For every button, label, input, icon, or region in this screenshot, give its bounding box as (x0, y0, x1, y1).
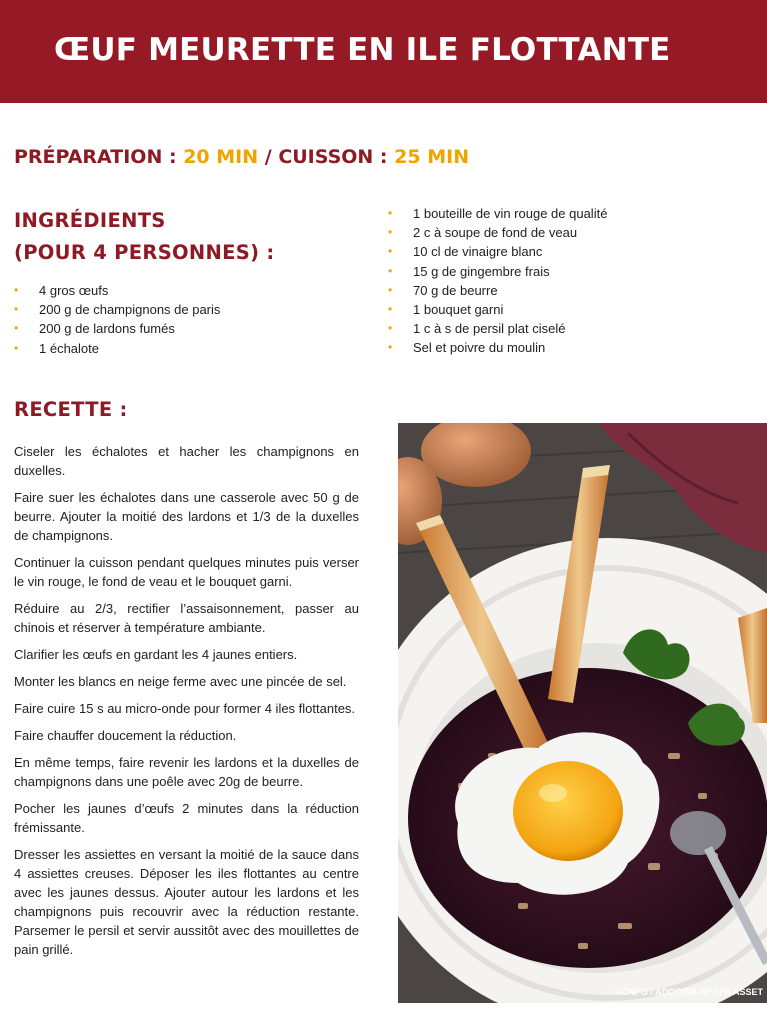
recipe-heading: RECETTE : (14, 398, 128, 421)
bullet-icon: • (388, 263, 393, 278)
timing-separator: / (258, 146, 279, 168)
recipe-step: Faire chauffer doucement la réduction. (14, 728, 237, 743)
ingredients-heading (14, 205, 275, 269)
bullet-icon: • (14, 340, 19, 355)
recipe-step: Pocher les jaunes d’œufs 2 minutes dans la réduction frémissante. (14, 801, 359, 835)
ingredient-item: • 2 c à soupe de fond de veau (388, 223, 607, 242)
prep-value: 20 MIN (183, 146, 259, 168)
recipe-step: Faire cuire 15 s au micro-onde pour former 4 iles flottantes. (14, 701, 356, 716)
ingredient-item: • 70 g de beurre (388, 281, 607, 300)
bullet-icon: • (388, 206, 393, 220)
ingredient-item: • 1 bouquet garni (388, 300, 607, 319)
ingredient-item: • 10 cl de vinaigre blanc (388, 242, 607, 261)
page-title: ŒUF MEURETTE EN ILE FLOTTANTE (54, 32, 671, 68)
ingredient-list-left (14, 281, 220, 358)
ingredient-item: • 1 échalote (14, 339, 220, 358)
bullet-icon: • (388, 244, 393, 259)
dish-photo (398, 423, 767, 1003)
recipe-step: Clarifier les œufs en gardant les 4 jaunes entiers. (14, 647, 298, 662)
dish-illustration (398, 423, 767, 1003)
ingredient-item: • 200 g de champignons de paris (14, 300, 220, 319)
ingredient-item: • 4 gros œufs (14, 281, 220, 300)
recipe-step: Faire suer les échalotes dans une casserole avec 50 g de beurre. Ajouter la moitié des lardons et 1/3 de la duxelles de champignons. (14, 490, 359, 543)
bullet-icon: • (388, 340, 393, 355)
ingredient-item: • 1 c à s de persil plat ciselé (388, 319, 607, 338)
bullet-icon: • (388, 282, 393, 297)
bullet-icon: • (14, 302, 19, 317)
bullet-icon: • (388, 302, 393, 317)
prep-label: PRÉPARATION : (14, 146, 184, 168)
recipe-step: Dresser les assiettes en versant la moitié de la sauce dans 4 assiettes creuses. Déposer les iles flottantes au centre avec les jaunes dessus. Ajouter autour les lardons et les champignons puis recouvrir avec la réduction restante. Parsemer le persil et servir aussitôt avec des mouillettes de pain grillé. (14, 847, 359, 957)
cook-value: 25 MIN (394, 146, 470, 168)
ingredient-item: • Sel et poivre du moulin (388, 338, 607, 357)
recipe-step: Réduire au 2/3, rectifier l’assaisonnement, passer au chinois et réserver à température ambiante. (14, 601, 359, 635)
recipe-step: Monter les blancs en neige ferme avec une pincée de sel. (14, 674, 347, 689)
ingredient-item: • 200 g de lardons fumés (14, 319, 220, 338)
ingredient-item: • 1 bouteille de vin rouge de qualité (388, 204, 607, 223)
recipe-step: Continuer la cuisson pendant quelques minutes puis verser le vin rouge, le fond de veau et le bouquet garni. (14, 555, 359, 589)
spoon (670, 811, 726, 855)
egg-yolk (513, 761, 623, 861)
bullet-icon: • (388, 321, 393, 336)
timing-line (14, 146, 469, 168)
ingredient-list-right (388, 204, 607, 358)
recipe-step: En même temps, faire revenir les lardons et la duxelles de champignons dans une poêle avec 20g de beurre. (14, 755, 359, 789)
recipe-step: Ciseler les échalotes et hacher les champignons en duxelles. (14, 444, 359, 478)
ingredients-heading-line2: (POUR 4 PERSONNES) : (14, 241, 275, 264)
cook-label: CUISSON : (278, 146, 395, 168)
title-banner (0, 0, 767, 103)
recipe-steps (14, 442, 359, 967)
ingredients-heading-line1: INGRÉDIENTS (14, 209, 166, 232)
photo-credit: ©CNPO / ADOCOM-RP / Ph.ASSET (615, 987, 763, 997)
bullet-icon: • (14, 283, 19, 297)
bullet-icon: • (14, 321, 19, 336)
ingredient-item: • 15 g de gingembre frais (388, 262, 607, 281)
bullet-icon: • (388, 225, 393, 240)
